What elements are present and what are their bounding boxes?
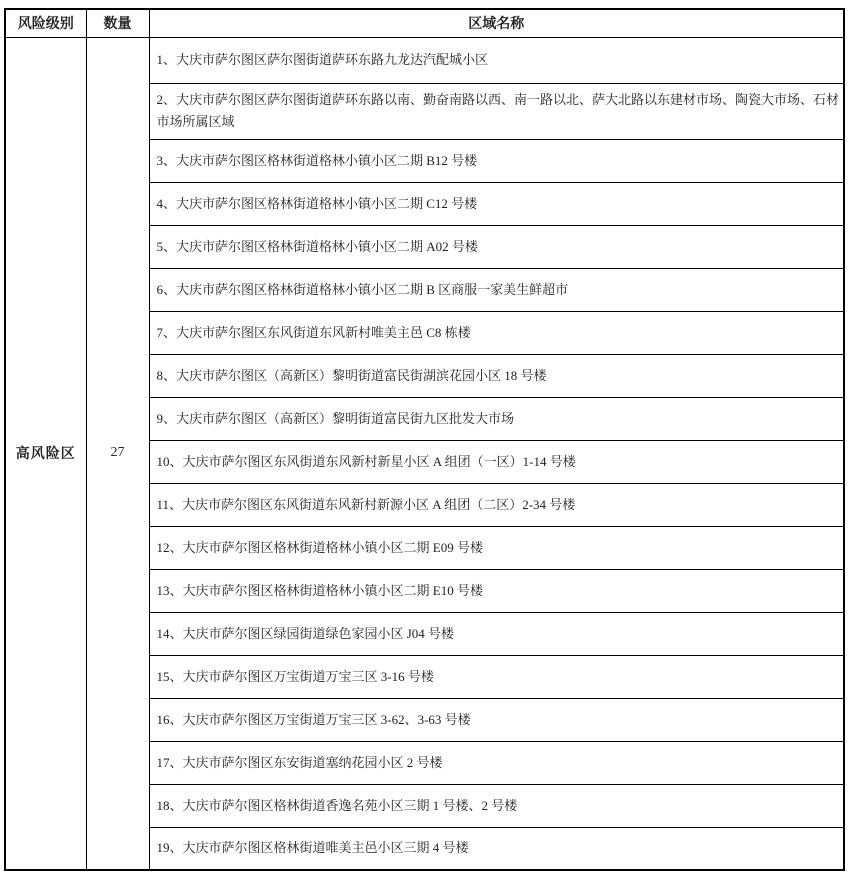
header-area-name: 区域名称 [149,9,844,37]
table-body [5,37,844,870]
area-cell: 17、大庆市萨尔图区东安街道塞纳花园小区 2 号楼 [149,741,844,784]
area-cell: 12、大庆市萨尔图区格林街道格林小镇小区二期 E09 号楼 [149,526,844,569]
area-cell: 7、大庆市萨尔图区东风街道东风新村唯美主邑 C8 栋楼 [149,311,844,354]
area-cell: 11、大庆市萨尔图区东风街道东风新村新源小区 A 组团（二区）2-34 号楼 [149,483,844,526]
area-cell: 13、大庆市萨尔图区格林街道格林小镇小区二期 E10 号楼 [149,569,844,612]
area-cell: 5、大庆市萨尔图区格林街道格林小镇小区二期 A02 号楼 [149,225,844,268]
area-cell: 8、大庆市萨尔图区（高新区）黎明街道富民街湖滨花园小区 18 号楼 [149,354,844,397]
risk-area-table [4,8,845,871]
area-cell: 14、大庆市萨尔图区绿园街道绿色家园小区 J04 号楼 [149,612,844,655]
header-risk-level: 风险级别 [5,9,86,37]
area-cell: 1、大庆市萨尔图区萨尔图街道萨环东路九龙达汽配城小区 [149,37,844,83]
area-cell: 6、大庆市萨尔图区格林街道格林小镇小区二期 B 区商服一家美生鲜超市 [149,268,844,311]
area-cell: 18、大庆市萨尔图区格林街道香逸名苑小区三期 1 号楼、2 号楼 [149,784,844,827]
table-header [5,9,844,37]
area-cell: 2、大庆市萨尔图区萨尔图街道萨环东路以南、勤奋南路以西、南一路以北、萨大北路以东建材市场、陶瓷大市场、石材市场所属区域 [149,83,844,139]
area-cell: 3、大庆市萨尔图区格林街道格林小镇小区二期 B12 号楼 [149,139,844,182]
area-cell: 4、大庆市萨尔图区格林街道格林小镇小区二期 C12 号楼 [149,182,844,225]
header-row [5,9,844,37]
area-cell: 9、大庆市萨尔图区（高新区）黎明街道富民街九区批发大市场 [149,397,844,440]
count-cell: 27 [86,37,149,870]
table-row [5,37,844,83]
area-cell: 15、大庆市萨尔图区万宝街道万宝三区 3-16 号楼 [149,655,844,698]
header-count: 数量 [86,9,149,37]
area-cell: 10、大庆市萨尔图区东风街道东风新村新星小区 A 组团（一区）1-14 号楼 [149,440,844,483]
risk-level-cell: 高风险区 [5,37,86,870]
area-cell: 16、大庆市萨尔图区万宝街道万宝三区 3-62、3-63 号楼 [149,698,844,741]
area-cell: 19、大庆市萨尔图区格林街道唯美主邑小区三期 4 号楼 [149,827,844,870]
